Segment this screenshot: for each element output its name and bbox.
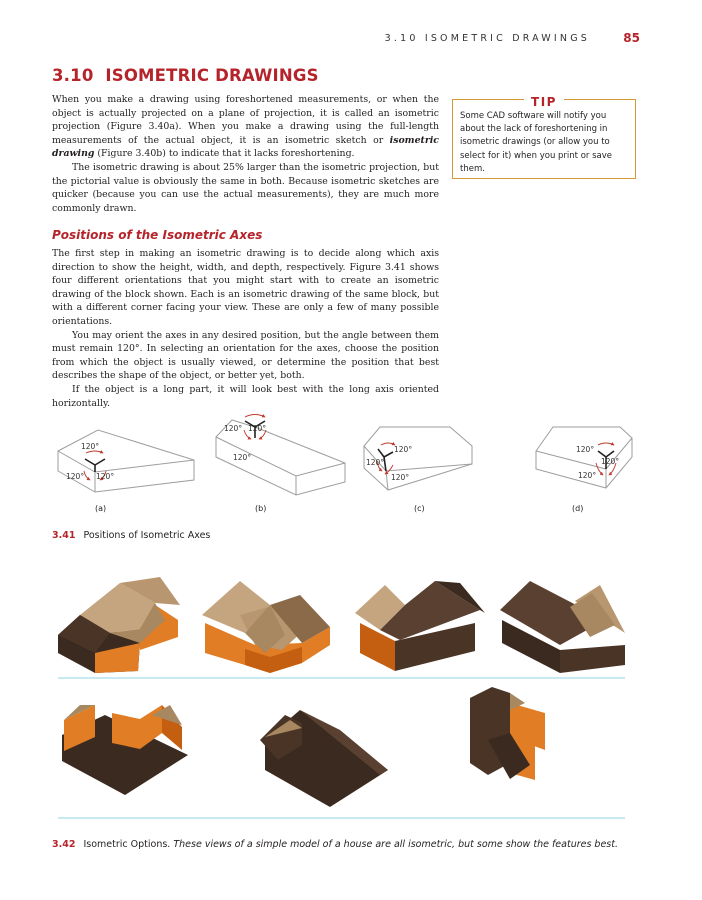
house-view-4: [500, 581, 625, 673]
house-isometric-views: [40, 565, 640, 825]
isometric-drawing-term: isometric drawing: [52, 134, 439, 160]
angle-label: 120°: [248, 424, 267, 433]
intro-p1-part-a: When you make a drawing using foreshortened measurements, or when the object is actually projected on a plane of projection, it is called an isometric projection (Figure 3.40a). When you make a drawing using the full-length measurements of the actual object, it is an isometric sketch or: [52, 94, 439, 146]
angle-label: 120°: [224, 424, 243, 433]
running-header: [0, 33, 702, 49]
caption-text: These views of a simple model of a house are all isometric, but some show the features best.: [173, 839, 619, 850]
house-view-6: [260, 710, 388, 807]
angle-label: 120°: [96, 472, 115, 481]
angle-label: 120°: [391, 473, 410, 482]
axes-paragraph-2: You may orient the axes in any desired position, but the angle between them must remain 120°. In selecting an orientation for the axes, choose the position from which the object is usually viewed, or determine the position that best describes the shape of the object, or better yet, both.: [52, 329, 439, 382]
house-view-1: [58, 577, 180, 673]
figure-3-41-caption: [52, 530, 210, 541]
tip-label: TIP: [524, 95, 564, 109]
caption-number: 3.42: [52, 839, 76, 850]
angle-label: 120°: [576, 445, 595, 454]
sublabel-d: (d): [572, 504, 584, 513]
angle-label: 120°: [578, 471, 597, 480]
intro-text: [52, 93, 439, 215]
house-view-7: [470, 687, 545, 780]
caption-title: Isometric Options.: [83, 839, 171, 850]
section-number: 3.10: [52, 66, 94, 85]
isometric-blocks-diagram: [48, 405, 658, 523]
block-a: [58, 430, 194, 492]
figure-3-42: [40, 565, 640, 825]
tip-text: Some CAD software will notify you about the lack of foreshortening in isometric drawings (or allow you to select for it) when you print or save them.: [460, 111, 613, 174]
axes-text: [52, 247, 439, 410]
angle-label: 120°: [81, 442, 100, 451]
sublabel-c: (c): [414, 504, 425, 513]
tip-box: [452, 95, 636, 179]
intro-p1-part-b: (Figure 3.40b) to indicate that it lacks foreshortening.: [94, 148, 355, 160]
page-number: 85: [623, 31, 640, 45]
intro-paragraph-2: The isometric drawing is about 25% larger than the isometric projection, but the pictorial value is obviously the same in both. Because isometric sketches are quicker (because you can use the actual measurements), they are much more commonly drawn.: [52, 161, 439, 214]
caption-text: Positions of Isometric Axes: [83, 530, 211, 541]
house-view-3: [355, 581, 485, 671]
angle-label: 120°: [366, 458, 385, 467]
axes-a: [85, 459, 105, 472]
angle-label: 120°: [601, 457, 620, 466]
subsection-heading: Positions of the Isometric Axes: [52, 228, 263, 242]
figure-3-42-caption: [52, 838, 652, 852]
angle-label: 120°: [394, 445, 413, 454]
caption-number: 3.41: [52, 530, 76, 541]
section-title: ISOMETRIC DRAWINGS: [105, 66, 319, 85]
house-view-2: [202, 581, 330, 673]
section-heading: [52, 66, 319, 85]
axes-paragraph-1: The first step in making an isometric drawing is to decide along which axis direction to show the height, width, and depth, respectively. Figure 3.41 shows four different orientations that you might start with to create an isometric drawing of the block shown. Each is an isometric drawing of the same block, but with a different corner facing your view. These are only a few of many possible orientations.: [52, 248, 439, 327]
figure-3-41: [48, 405, 658, 523]
axes-paragraph-3: If the object is a long part, it will look best with the long axis oriented horizontally.: [52, 383, 439, 409]
angle-label: 120°: [66, 472, 85, 481]
intro-paragraph-1: [52, 93, 439, 161]
running-title: 3.10 ISOMETRIC DRAWINGS: [384, 33, 590, 44]
sublabel-a: (a): [95, 504, 107, 513]
house-view-5: [62, 705, 188, 795]
sublabel-b: (b): [255, 504, 267, 513]
angle-label: 120°: [233, 453, 252, 462]
